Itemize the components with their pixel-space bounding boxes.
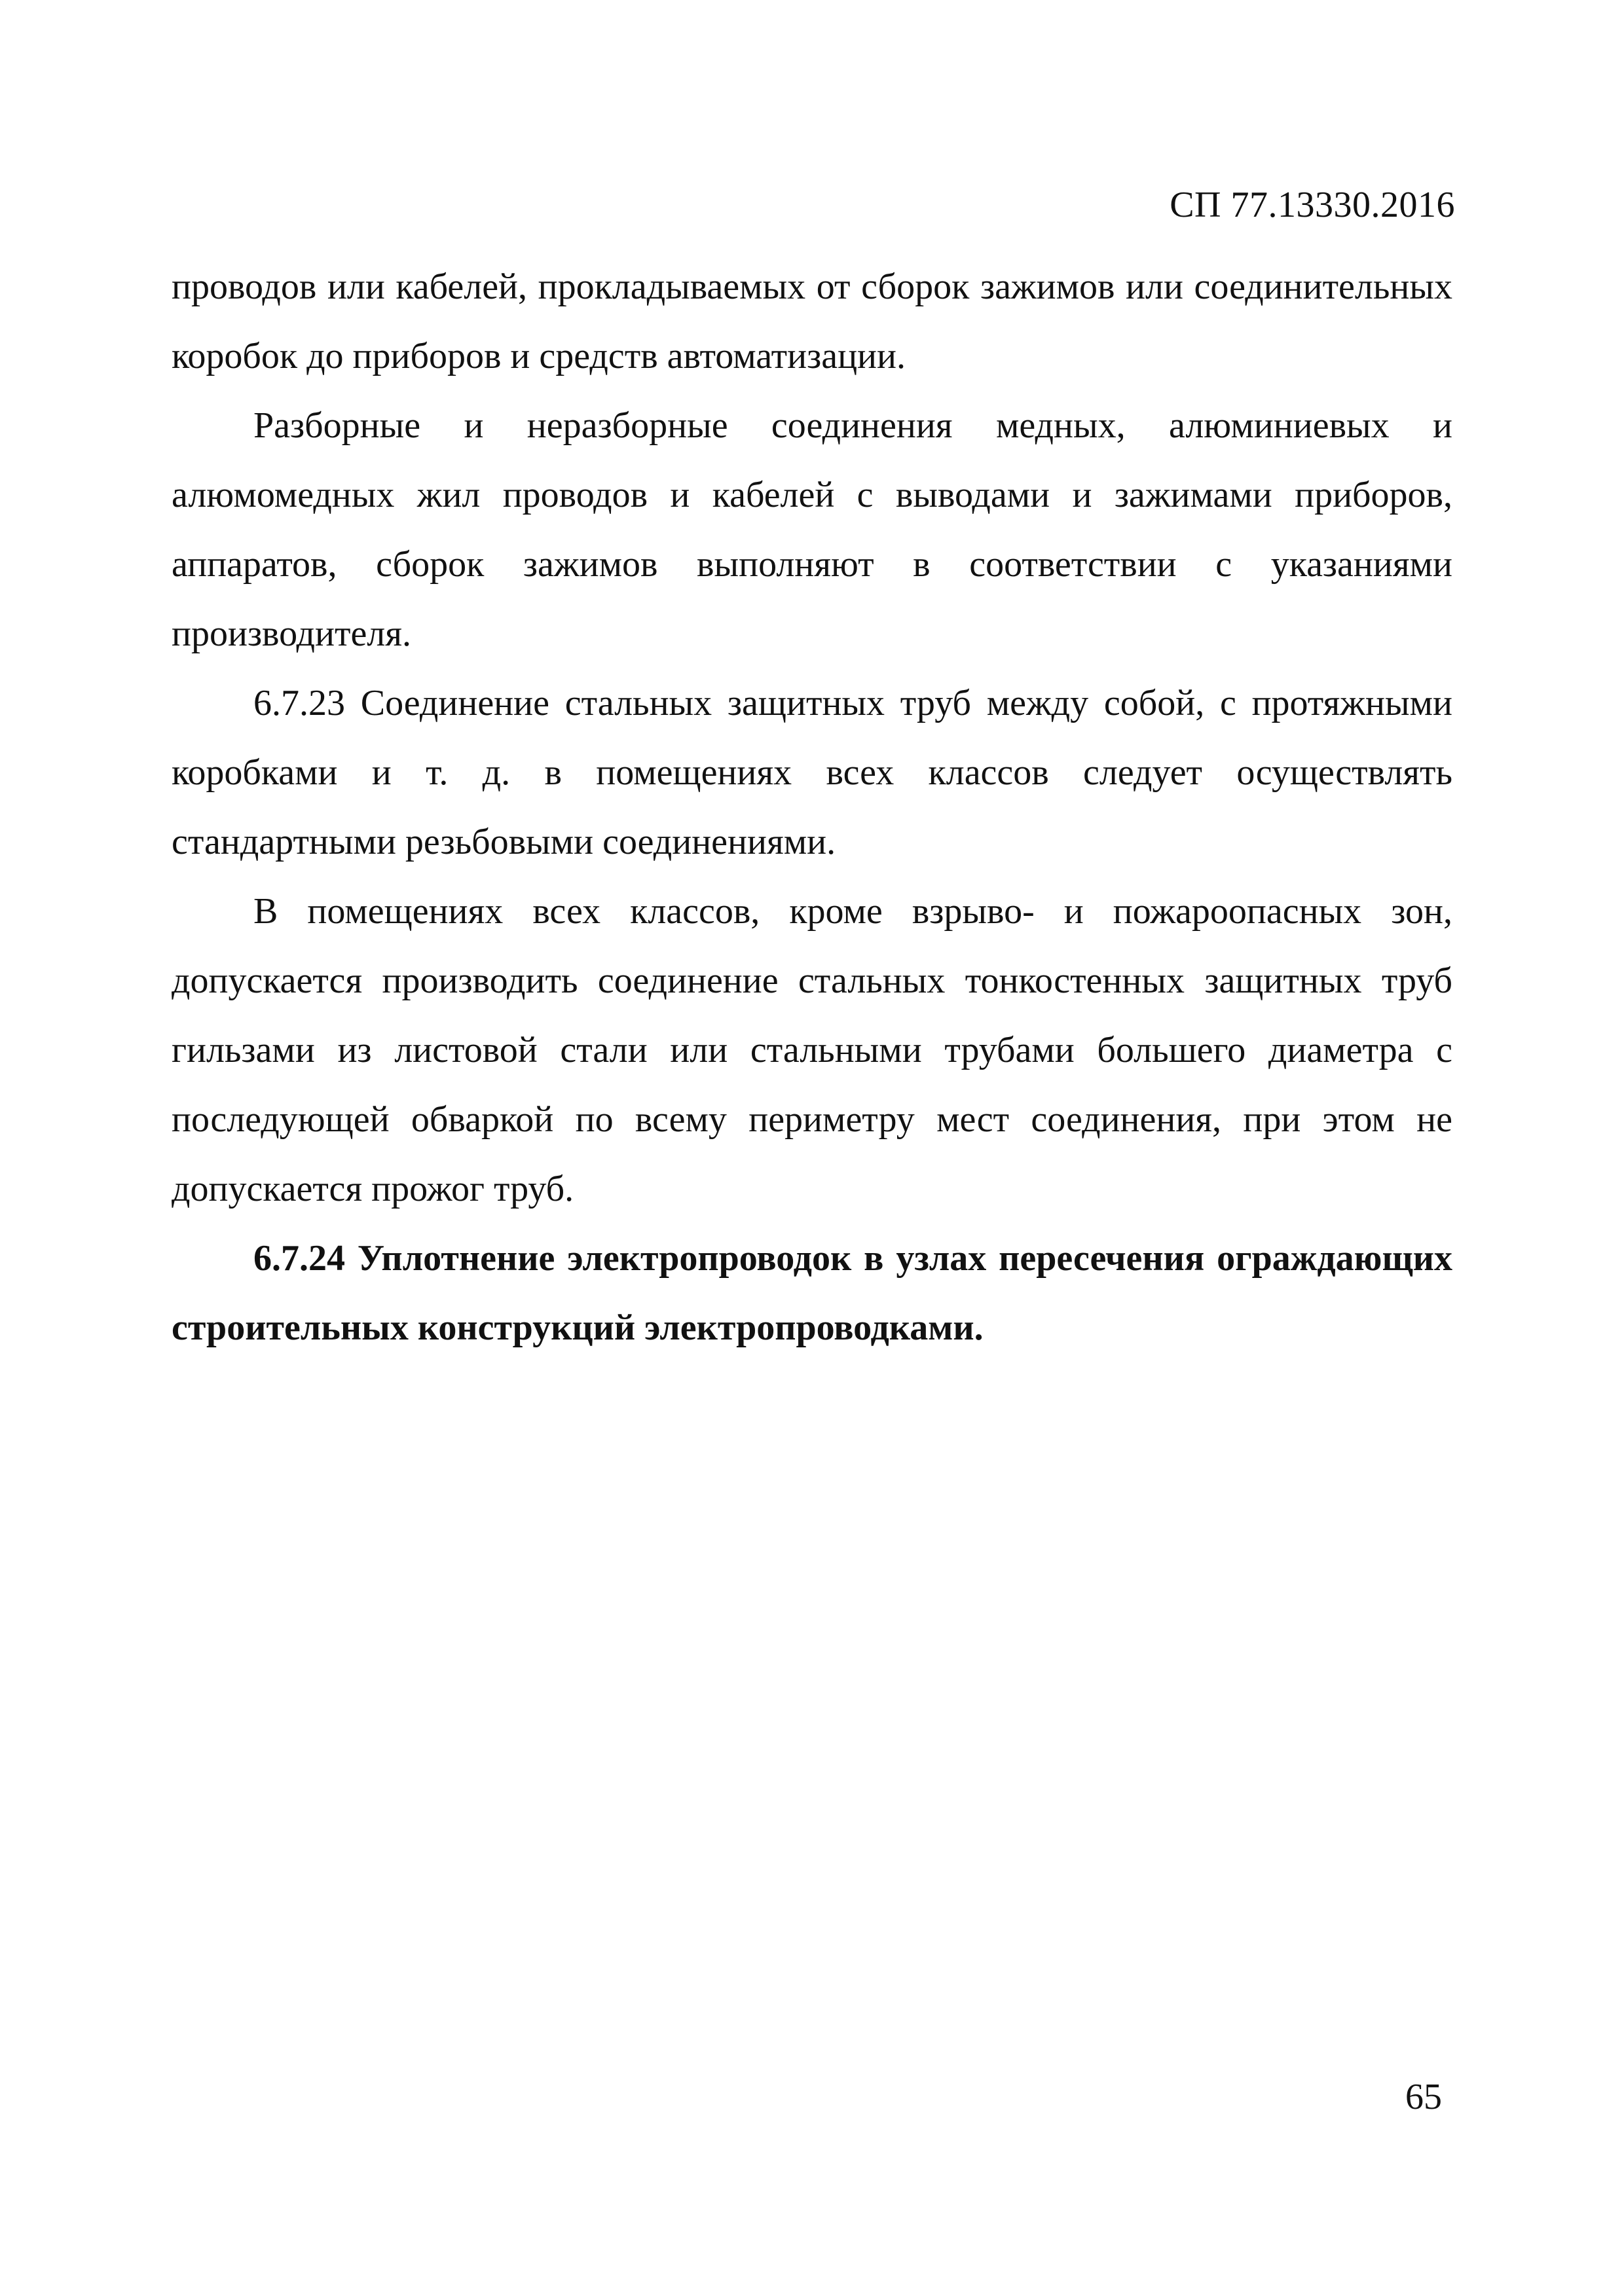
paragraph-pipe-joining: В помещениях всех классов, кроме взрыво- и пожароопасных зон, допускается производить соединение стальных тонкостенных защитных труб гильзами из листовой стали или стальными трубами большего диаметра с последующей обваркой по всему периметру мест соединения, при этом не допускается прожог труб. [172, 891, 1452, 1209]
document-code: СП 77.13330.2016 [1170, 185, 1455, 225]
page-number: 65 [1405, 2077, 1442, 2117]
paragraph-connections: Разборные и неразборные соединения медных, алюминиевых и алюмомедных жил проводов и кабелей с выводами и зажимами приборов, аппаратов, сборок зажимов выполняют в соответствии с указаниями производителя. [172, 405, 1452, 654]
paragraph-6-7-23: 6.7.23 Соединение стальных защитных труб между собой, с протяжными коробками и т. д. в помещениях всех классов следует осуществлять стандартными резьбовыми соединениями. [172, 683, 1452, 862]
document-body [172, 252, 1452, 1362]
paragraph-continuation: проводов или кабелей, прокладываемых от сборок зажимов или соединительных коробок до приборов и средств автоматизации. [172, 266, 1452, 376]
section-heading-6-7-24: 6.7.24 Уплотнение электропроводок в узлах пересечения ограждающих строительных конструкций электропроводками. [172, 1238, 1452, 1348]
